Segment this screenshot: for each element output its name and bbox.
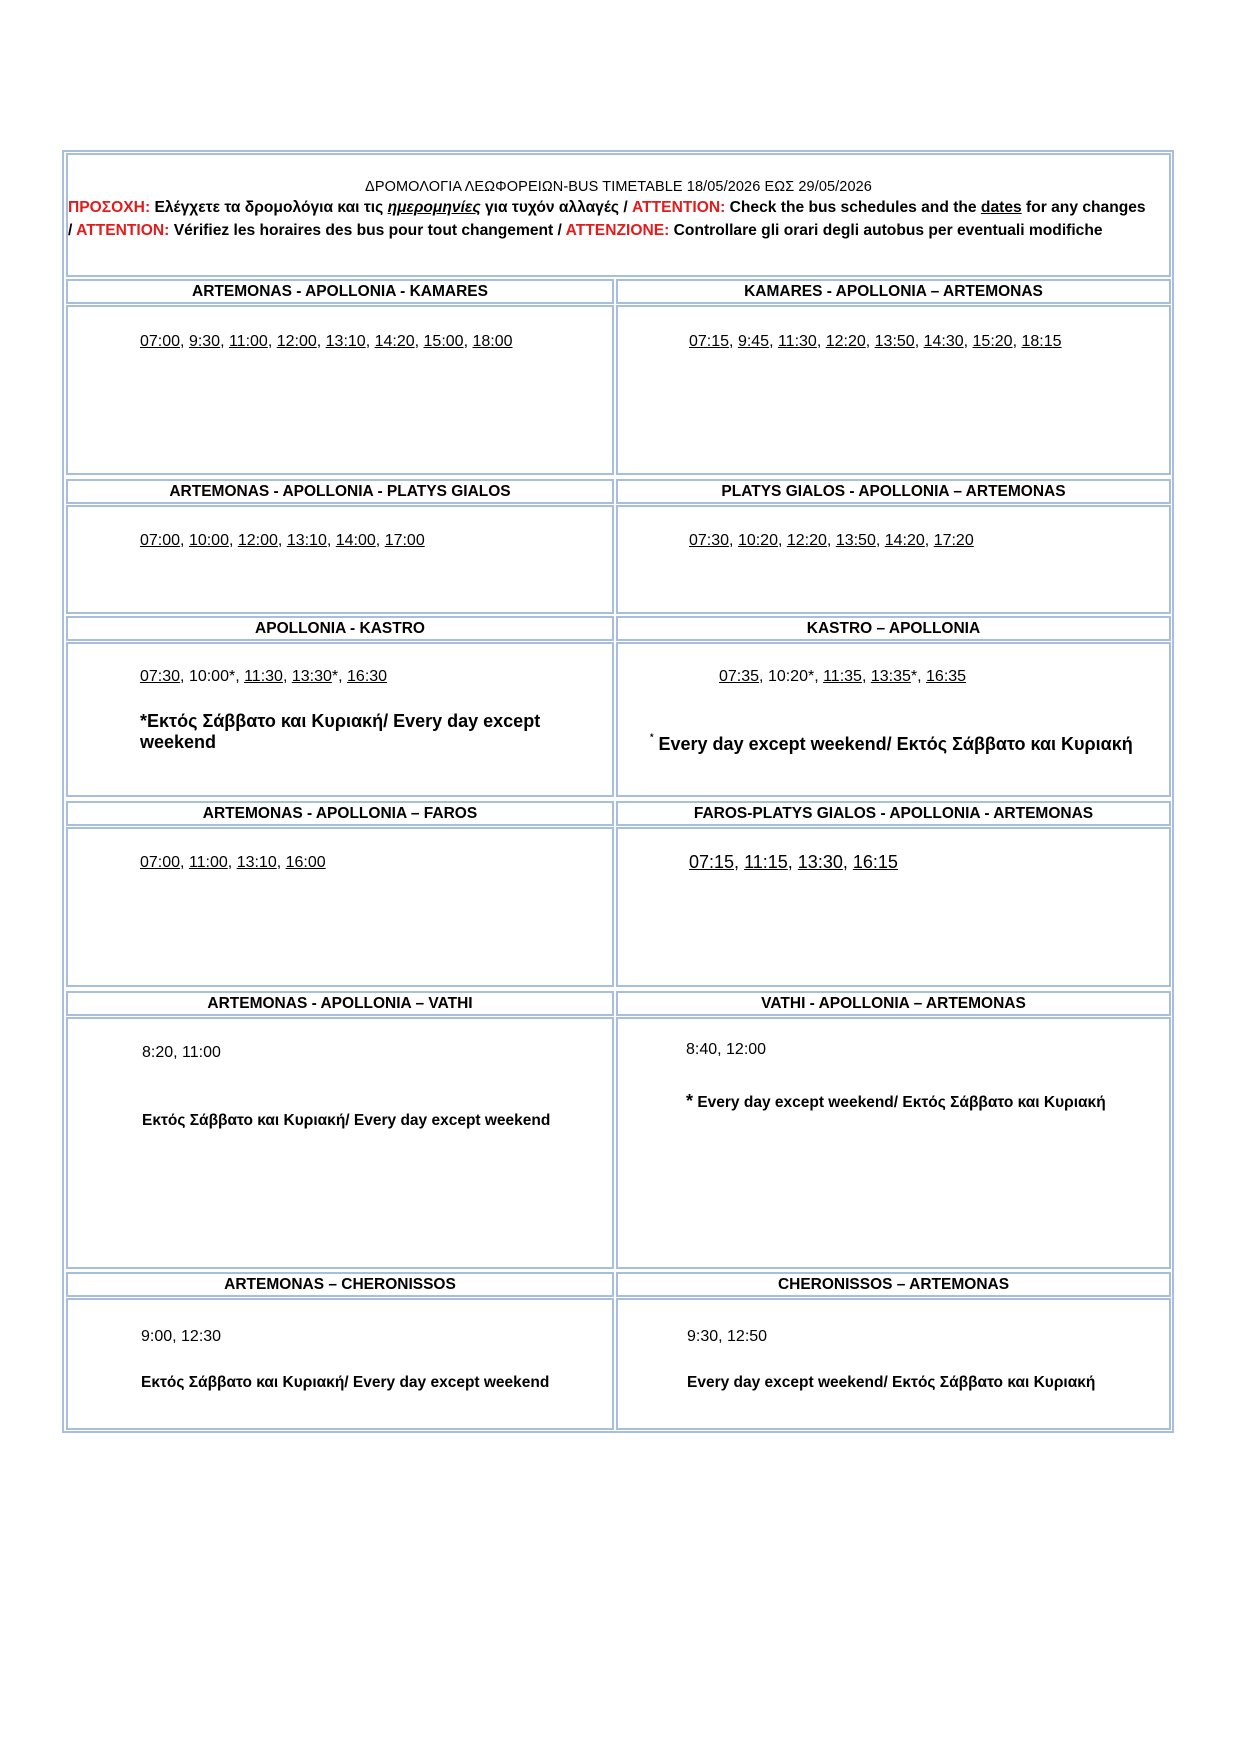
route-cell-cheronissos-artemonas (616, 1298, 1171, 1430)
weekday-note: * Every day except weekend/ Εκτός Σάββατο και Κυριακή (686, 1091, 1106, 1111)
weekday-note: Εκτός Σάββατο και Κυριακή/ Every day except weekend (142, 1112, 551, 1129)
departure-times: 07:15, 11:15, 13:30, 16:15 (689, 852, 898, 872)
weekday-note: Εκτός Σάββατο και Κυριακή/ Every day except weekend (141, 1374, 550, 1391)
route-cell-apollonia-kastro (66, 642, 614, 797)
weekday-note: Every day except weekend/ Εκτός Σάββατο και Κυριακή (687, 1374, 1096, 1391)
route-cell-kamares-artemonas (616, 305, 1171, 475)
departure-times: 07:35, 10:20*, 11:35, 13:35*, 16:35 (719, 668, 967, 685)
route-header-artemonas-kamares: ARTEMONAS - APOLLONIA - KAMARES (66, 279, 614, 304)
route-header-vathi-artemonas: VATHI - APOLLONIA – ARTEMONAS (616, 991, 1171, 1016)
route-cell-artemonas-faros (66, 827, 614, 987)
route-header-artemonas-cheronissos: ARTEMONAS – CHERONISSOS (66, 1272, 614, 1297)
departure-times: 9:30, 12:50 (687, 1328, 768, 1345)
page-title: ΔΡΟΜΟΛΟΓΙΑ ΛΕΩΦΟΡΕΙΩΝ-BUS TIMETABLE 18/05/2026 ΕΩΣ 29/05/2026 (365, 179, 872, 195)
timetable-banner (66, 153, 1171, 277)
route-header-faros-artemonas: FAROS-PLATYS GIALOS - APOLLONIA - ARTEMONAS (616, 801, 1171, 826)
route-header-artemonas-platys-gialos: ARTEMONAS - APOLLONIA - PLATYS GIALOS (66, 479, 614, 504)
route-cell-vathi-artemonas (616, 1017, 1171, 1269)
departure-times: 8:40, 12:00 (686, 1041, 767, 1058)
departure-times: 07:15, 9:45, 11:30, 12:20, 13:50, 14:30, 15:20, 18:15 (689, 333, 1062, 350)
departure-times: 07:00, 10:00, 12:00, 13:10, 14:00, 17:00 (140, 532, 425, 549)
route-header-apollonia-kastro: APOLLONIA - KASTRO (66, 616, 614, 641)
route-header-artemonas-faros: ARTEMONAS - APOLLONIA – FAROS (66, 801, 614, 826)
route-header-kamares-artemonas: KAMARES - APOLLONIA – ARTEMONAS (616, 279, 1171, 304)
departure-times: 9:00, 12:30 (141, 1328, 222, 1345)
route-header-artemonas-vathi: ARTEMONAS - APOLLONIA – VATHI (66, 991, 614, 1016)
route-header-kastro-apollonia: KASTRO – APOLLONIA (616, 616, 1171, 641)
departure-times: 07:00, 11:00, 13:10, 16:00 (140, 854, 326, 871)
route-cell-artemonas-kamares (66, 305, 614, 475)
weekday-note: * Every day except weekend/ Εκτός Σάββατο και Κυριακή (650, 732, 1133, 754)
route-header-cheronissos-artemonas: CHERONISSOS – ARTEMONAS (616, 1272, 1171, 1297)
route-cell-platys-gialos-artemonas (616, 505, 1171, 614)
departure-times: 07:30, 10:20, 12:20, 13:50, 14:20, 17:20 (689, 532, 974, 549)
notice-line-1: ΠΡΟΣΟΧΗ: Ελέγχετε τα δρομολόγια και τις ημερομηνίες για τυχόν αλλαγές / ATTENTION: Check the bus schedules and the dates for any changes (68, 199, 1146, 216)
departure-times: 07:00, 9:30, 11:00, 12:00, 13:10, 14:20, 15:00, 18:00 (140, 333, 513, 350)
route-cell-artemonas-platys-gialos (66, 505, 614, 614)
notice-line-2: / ATTENTION: Vérifiez les horaires des bus pour tout changement / ATTENZIONE: Controllare gli orari degli autobus per eventuali modifiche (68, 222, 1103, 239)
route-cell-artemonas-vathi (66, 1017, 614, 1269)
route-cell-faros-artemonas (616, 827, 1171, 987)
route-cell-kastro-apollonia (616, 642, 1171, 797)
route-header-platys-gialos-artemonas: PLATYS GIALOS - APOLLONIA – ARTEMONAS (616, 479, 1171, 504)
weekday-note: *Εκτός Σάββατο και Κυριακή/ Every day except weekend (140, 711, 541, 752)
route-cell-artemonas-cheronissos (66, 1298, 614, 1430)
departure-times: 8:20, 11:00 (142, 1044, 221, 1061)
departure-times: 07:30, 10:00*, 11:30, 13:30*, 16:30 (140, 668, 388, 685)
